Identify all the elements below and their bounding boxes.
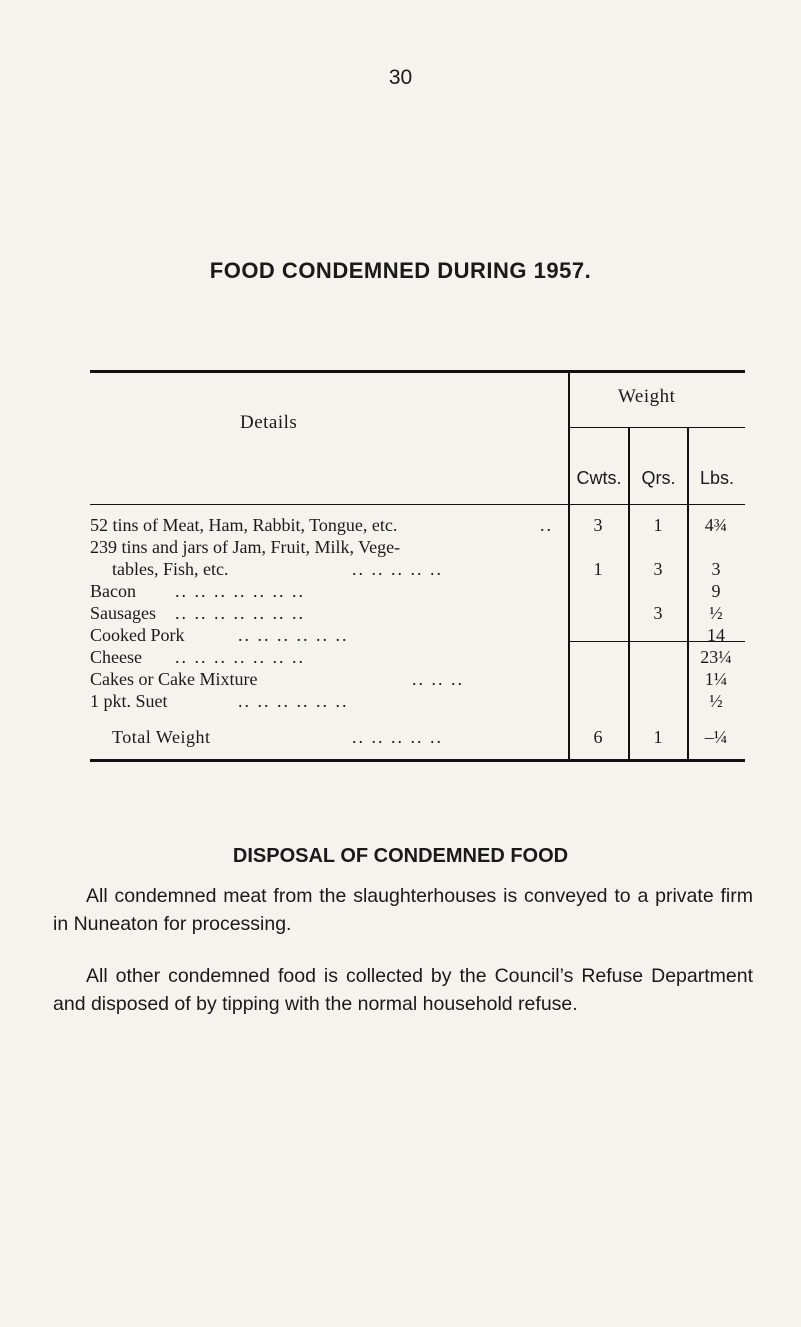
table-row — [90, 669, 745, 691]
row-label: 239 tins and jars of Jam, Fruit, Milk, Vege- — [90, 537, 401, 557]
total-label: Total Weight — [112, 727, 211, 747]
row-label: Cooked Pork — [90, 625, 185, 645]
column-header-qrs: Qrs. — [641, 468, 676, 488]
table-top-rule — [90, 370, 745, 373]
cell-qrs: 3 — [653, 603, 663, 623]
cell-cwts: 3 — [593, 515, 603, 535]
table-row — [90, 647, 745, 669]
weight-header-rule — [568, 427, 745, 428]
cell-lbs: 1¼ — [704, 669, 728, 689]
cell-qrs: 1 — [653, 515, 663, 535]
page-title: FOOD CONDEMNED DURING 1957. — [209, 258, 592, 283]
cell-lbs: 23¼ — [700, 647, 732, 667]
condemned-food-table — [90, 370, 745, 770]
weight-header: Weight — [618, 386, 676, 407]
cell-lbs: 3 — [711, 559, 721, 579]
cell-cwts: 1 — [593, 559, 603, 579]
details-header: Details — [240, 412, 298, 433]
row-label: tables, Fish, etc. — [112, 559, 229, 579]
column-header-lbs: Lbs. — [699, 468, 735, 488]
row-label: Bacon — [90, 581, 136, 601]
leader-dots: .. .. .. .. .. .. — [238, 691, 349, 711]
column-header-cwts: Cwts. — [576, 468, 622, 488]
row-label: Sausages — [90, 603, 156, 623]
leader-dots: .. .. .. .. .. .. — [238, 625, 349, 645]
table-row — [90, 515, 745, 537]
leader-dots: .. .. .. .. .. — [352, 559, 443, 579]
table-row — [90, 559, 745, 581]
leader-dots: .. .. .. .. .. .. .. — [175, 647, 305, 667]
cell-lbs: 4¾ — [704, 515, 728, 535]
row-label: Cheese — [90, 647, 142, 667]
leader-dots: .. .. .. — [412, 669, 464, 689]
leader-dots: .. .. .. .. .. .. .. — [175, 581, 305, 601]
row-label: 52 tins of Meat, Ham, Rabbit, Tongue, etc. — [90, 515, 398, 535]
paragraph-text: All other condemned food is collected by the Council’s Refuse Department and disposed of by tipping with the normal household refuse. — [53, 965, 753, 1015]
leader-dots: .. .. .. .. .. — [352, 727, 443, 747]
table-row — [90, 581, 745, 603]
row-label: 1 pkt. Suet — [90, 691, 168, 711]
leader-dots: .. .. .. .. .. .. .. — [175, 603, 305, 623]
total-row — [90, 727, 745, 749]
cell-qrs: 3 — [653, 559, 663, 579]
table-row — [90, 537, 745, 559]
cell-lbs: ½ — [709, 691, 723, 711]
row-label: Cakes or Cake Mixture — [90, 669, 258, 689]
leader-dots: .. — [540, 515, 553, 535]
table-row — [90, 625, 745, 647]
cell-lbs: 9 — [711, 581, 721, 601]
cell-lbs: ½ — [709, 603, 723, 623]
total-cwts: 6 — [593, 727, 603, 747]
header-bottom-rule — [90, 504, 745, 505]
section-title: DISPOSAL OF CONDEMNED FOOD — [232, 845, 569, 867]
disposal-paragraph-2 — [53, 962, 753, 1018]
table-row — [90, 603, 745, 625]
total-qrs: 1 — [653, 727, 663, 747]
table-bottom-rule — [90, 759, 745, 762]
disposal-paragraph-1 — [53, 882, 753, 938]
paragraph-text: All condemned meat from the slaughterhouses is conveyed to a private firm in Nuneaton for processing. — [53, 885, 753, 935]
cell-lbs: 14 — [707, 625, 725, 645]
table-row — [90, 691, 745, 713]
total-lbs: –¼ — [704, 727, 728, 747]
page-number: 30 — [388, 66, 413, 89]
